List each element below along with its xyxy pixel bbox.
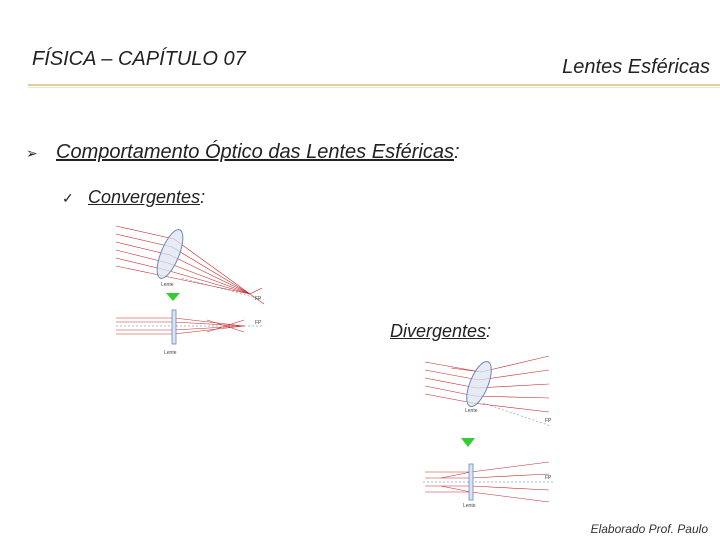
header-rule-secondary bbox=[28, 87, 720, 88]
convergent-colon: : bbox=[200, 187, 206, 207]
divergent-lens-figure bbox=[421, 348, 556, 510]
main-bullet-text: Comportamento Óptico das Lentes Esféricas bbox=[56, 141, 454, 163]
green-down-arrow-2 bbox=[461, 438, 475, 447]
divergent-lens-label-top: Lente bbox=[465, 408, 478, 414]
check-bullet-icon: ✓ bbox=[62, 190, 74, 206]
divergent-focus-label-bottom: FP bbox=[545, 475, 552, 481]
lens-top-shape bbox=[152, 227, 188, 282]
arrow-bullet-icon: ➢ bbox=[26, 145, 38, 161]
lens-label-top: Lente bbox=[161, 282, 174, 288]
convergent-rays-top bbox=[116, 226, 264, 304]
green-down-arrow bbox=[166, 293, 180, 301]
divergent-lens-bottom-shape bbox=[469, 464, 473, 500]
divergent-lens-diagram bbox=[421, 348, 556, 510]
convergent-lens-figure bbox=[112, 214, 267, 357]
divergent-colon: : bbox=[486, 321, 492, 341]
slide-title: Lentes Esféricas bbox=[562, 56, 710, 78]
convergent-lens-diagram bbox=[112, 214, 267, 357]
chapter-title: FÍSICA – CAPÍTULO 07 bbox=[32, 48, 246, 70]
main-bullet bbox=[26, 141, 460, 164]
convergent-bullet bbox=[62, 187, 205, 208]
divergent-lens-label-bottom: Lente bbox=[463, 503, 476, 509]
divergent-label: Divergentes bbox=[390, 321, 487, 341]
divergent-bullet bbox=[390, 321, 491, 342]
divergent-lens-top-shape bbox=[462, 358, 497, 409]
lens-label-bottom: Lente bbox=[164, 350, 177, 356]
main-bullet-colon: : bbox=[453, 141, 460, 163]
header-rule bbox=[28, 84, 720, 86]
footer-credit: Elaborado Prof. Paulo bbox=[590, 522, 708, 536]
divergent-focus-label-top: FP bbox=[545, 418, 552, 424]
lens-bottom-shape bbox=[172, 310, 176, 344]
focus-label-bottom: FP bbox=[255, 320, 262, 326]
convergent-label: Convergentes bbox=[88, 187, 201, 207]
focus-label-top: FP bbox=[255, 296, 262, 302]
